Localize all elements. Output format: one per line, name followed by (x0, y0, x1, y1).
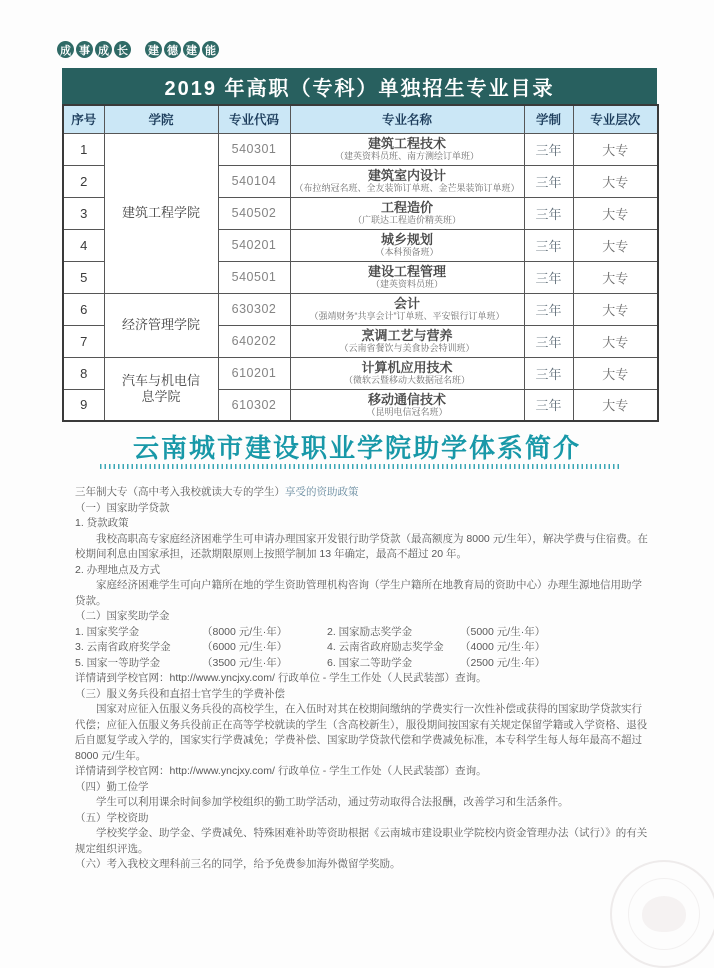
scholarship-label: 3. 云南省政府奖学金 (75, 641, 171, 653)
scholarship-amount: （4000 元/生·年） (460, 641, 546, 653)
website-note: 详情请到学校官网：http://www.yncjxy.com/ 行政单位 - 学生工作处（人民武装部）查询。 (75, 672, 487, 684)
major-level: 大专 (573, 261, 658, 293)
section-1-sub1: 1. 贷款政策 (75, 517, 129, 529)
col-header-years: 学制 (524, 105, 573, 133)
row-no: 7 (63, 325, 104, 357)
row-no: 5 (63, 261, 104, 293)
section-4-para1: 学生可以利用课余时间参加学校组织的勤工助学活动，通过劳动取得合法报酬，改善学习和生活条件。 (96, 796, 569, 808)
majors-table-block (62, 68, 657, 422)
major-code: 610302 (218, 389, 290, 421)
college-cell: 汽车与机电信息学院 (104, 357, 218, 421)
major-note: （微软云暨移动大数据冠名班） (343, 375, 470, 385)
major-name: 建设工程管理 (367, 264, 446, 279)
motto-badge-icon: 建 (145, 41, 162, 58)
study-years: 三年 (524, 197, 573, 229)
major-level: 大专 (573, 389, 658, 421)
scholarship-amount: （6000 元/生·年） (202, 641, 288, 653)
major-name: 建筑室内设计 (367, 168, 446, 183)
study-years: 三年 (524, 389, 573, 421)
col-header-college: 学院 (104, 105, 218, 133)
study-years: 三年 (524, 325, 573, 357)
section-4-heading: （四）勤工俭学 (75, 780, 149, 793)
scholarship-amount: （8000 元/生·年） (202, 625, 288, 638)
intro-tail: 享受的资助政策 (285, 486, 359, 498)
motto-badge-icon: 建 (183, 41, 200, 58)
aid-content (75, 485, 648, 873)
major-note: （建英资料员班、南方测绘订单班） (334, 151, 479, 161)
section-1-para1: 我校高职高专家庭经济困难学生可申请办理国家开发银行助学贷款（最高额度为 8000 元/生年），解决学费与住宿费。在校期间利息由国家承担，还款期限原则上按照学制加 13 年确定，最高不超过 20 年。 (75, 532, 648, 560)
section-3-para1: 国家对应征入伍服义务兵役的高校学生，在入伍时对其在校期间缴纳的学费实行一次性补偿或获得的国家助学贷款实行代偿；应征入伍服义务兵役前正在高等学校就读的学生（含高校新生），服役期间按国家有关规定保留学籍或入学资格、退役后自愿复学或入学的，国家实行学费减免；学费补偿、国家助学贷款代偿和学费减免标准，本专科学生每人每年最高不超过 8000 元/生年。 (75, 703, 648, 762)
major-code: 610201 (218, 357, 290, 389)
major-name: 会计 (393, 296, 420, 311)
major-level: 大专 (573, 293, 658, 325)
scholarship-label: 6. 国家二等助学金 (327, 656, 413, 669)
college-cell: 经济管理学院 (104, 293, 218, 357)
website-note: 详情请到学校官网：http://www.yncjxy.com/ 行政单位 - 学生工作处（人民武装部）查询。 (75, 765, 487, 777)
major-note: （广联达工程造价精英班） (352, 215, 461, 225)
table-row (63, 133, 658, 165)
major-note: （昆明电信冠名班） (366, 406, 448, 417)
study-years: 三年 (524, 133, 573, 165)
table-title-band (62, 68, 657, 104)
study-years: 三年 (524, 165, 573, 197)
row-no: 3 (63, 197, 104, 229)
section-title: 云南城市建设职业学院助学体系简介 (132, 433, 581, 463)
motto-badge-icon: 事 (76, 41, 93, 58)
scholarship-amount: （2500 元/生·年） (460, 656, 546, 669)
major-code: 540104 (218, 165, 290, 197)
intro-main: 三年制大专（高中考入我校就读大专的学生） (75, 486, 285, 498)
major-code: 640202 (218, 325, 290, 357)
intro-line (75, 485, 648, 501)
scholarship-amount: （5000 元/生·年） (460, 625, 546, 638)
major-note: （强靖财务“共享会计”订单班、平安银行订单班） (309, 311, 505, 321)
major-code: 540502 (218, 197, 290, 229)
study-years: 三年 (524, 229, 573, 261)
motto-badge-icon: 成 (95, 41, 112, 58)
section-3-heading: （三）服义务兵役和直招士官学生的学费补偿 (75, 687, 285, 700)
major-level: 大专 (573, 357, 658, 389)
motto-badges (57, 41, 221, 58)
row-no: 8 (63, 357, 104, 389)
motto-badge-icon: 成 (57, 41, 74, 58)
table-row (63, 357, 658, 389)
section-6-heading: （六）考入我校文理科前三名的同学，给予免费参加海外微留学奖励。 (75, 858, 401, 870)
major-level: 大专 (573, 165, 658, 197)
majors-table (62, 104, 659, 422)
major-note: （云南省餐饮与美食协会特训班） (339, 343, 475, 353)
col-header-major: 专业名称 (290, 105, 524, 133)
col-header-code: 专业代码 (218, 105, 290, 133)
col-header-level: 专业层次 (573, 105, 658, 133)
row-no: 4 (63, 229, 104, 261)
section-5-heading: （五）学校资助 (75, 811, 149, 824)
scholarship-label: 4. 云南省政府励志奖学金 (327, 641, 444, 653)
col-header-no: 序号 (63, 105, 104, 133)
major-name: 计算机应用技术 (361, 360, 453, 375)
major-code: 540201 (218, 229, 290, 261)
major-code: 540501 (218, 261, 290, 293)
major-level: 大专 (573, 325, 658, 357)
major-note: （本科预备班） (375, 247, 439, 257)
scholarship-label: 1. 国家奖学金 (75, 625, 140, 638)
row-no: 9 (63, 389, 104, 421)
major-name: 建筑工程技术 (367, 136, 446, 151)
major-name: 工程造价 (380, 200, 433, 215)
section-title-underline (100, 464, 620, 469)
major-code: 540301 (218, 133, 290, 165)
major-level: 大专 (573, 133, 658, 165)
study-years: 三年 (524, 261, 573, 293)
college-cell: 建筑工程学院 (104, 133, 218, 293)
row-no: 6 (63, 293, 104, 325)
row-no: 1 (63, 133, 104, 165)
major-note: （建英资料员班） (370, 279, 443, 289)
table-row (63, 293, 658, 325)
study-years: 三年 (524, 357, 573, 389)
major-name: 烹调工艺与营养 (361, 328, 453, 343)
table-title: 2019 年高职（专科）单独招生专业目录 (164, 77, 555, 100)
major-name: 城乡规划 (380, 232, 433, 247)
watermark-seal-icon (610, 860, 714, 968)
motto-badge-icon: 长 (114, 41, 131, 58)
motto-badge-icon: 能 (202, 41, 219, 58)
row-no: 2 (63, 165, 104, 197)
section-2-heading: （二）国家奖助学金 (75, 610, 170, 622)
major-level: 大专 (573, 229, 658, 261)
scholarship-label: 5. 国家一等助学金 (75, 656, 161, 669)
major-name: 移动通信技术 (367, 391, 446, 407)
major-note: （布拉纳冠名班、全友装饰订单班、金芒果装饰订单班） (294, 183, 520, 193)
scholarship-label: 2. 国家励志奖学金 (327, 625, 413, 638)
section-1-sub2: 2. 办理地点及方式 (75, 563, 161, 576)
section-5-para1: 学校奖学金、助学金、学费减免、特殊困难补助等资助根据《云南城市建设职业学院校内资金管理办法（试行）》的有关规定组织评选。 (75, 827, 648, 855)
scholarship-grid (75, 625, 648, 672)
motto-badge-icon: 德 (164, 41, 181, 58)
table-header-row (63, 105, 658, 133)
section-1-para2: 家庭经济困难学生可向户籍所在地的学生资助管理机构咨询（学生户籍所在地教育局的资助中心）办理生源地信用助学贷款。 (75, 579, 642, 607)
study-years: 三年 (524, 293, 573, 325)
section-1-heading: （一）国家助学贷款 (75, 501, 170, 514)
major-level: 大专 (573, 197, 658, 229)
major-code: 630302 (218, 293, 290, 325)
scholarship-amount: （3500 元/生·年） (202, 656, 288, 669)
